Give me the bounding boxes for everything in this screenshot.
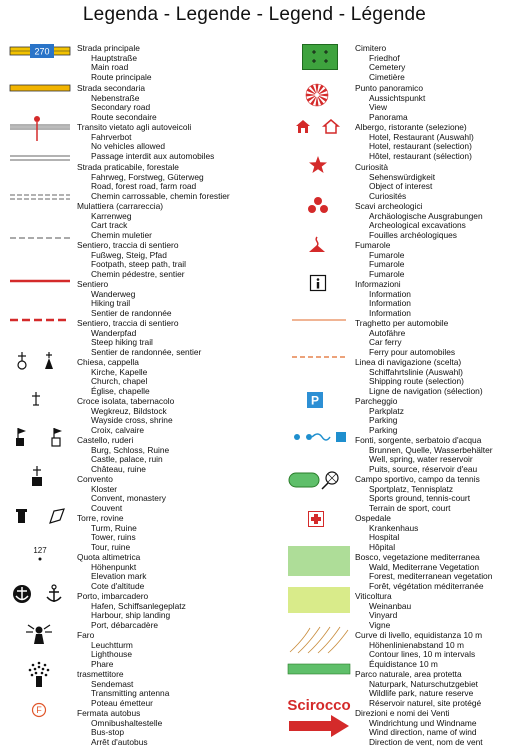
legend-entry-translation: Steep hiking trail — [91, 337, 153, 348]
wayside-cross-icon — [31, 392, 41, 406]
forest-road-symbol — [10, 154, 70, 162]
legend-entry-translation: Cart track — [91, 220, 128, 231]
wind-direction-symbol — [287, 695, 353, 741]
legend-entry-title: Strada principale — [77, 43, 140, 53]
legend-entry-title: Fermata autobus — [77, 708, 141, 718]
hotel-restaurant-icon — [296, 120, 346, 134]
legend-entry-translation: Église, chapelle — [91, 385, 150, 396]
legend-entry-translation: Convent, monastery — [91, 493, 166, 504]
legend-entry-translation: Schiffahrtslinie (Auswahl) — [369, 366, 463, 377]
legend-entry — [77, 280, 252, 318]
legend-entry-translation: Forest, mediterranean vegetation — [369, 571, 493, 582]
convent-icon — [30, 466, 44, 488]
legend-entry-translation: Parkplatz — [369, 405, 404, 416]
legend-entry — [355, 514, 509, 552]
shipping-route-symbol — [292, 355, 346, 359]
fumarole-icon — [308, 236, 326, 254]
legend-entry-title: Linea di navigazione (scelta) — [355, 357, 462, 367]
svg-text:F: F — [36, 705, 42, 716]
legend-entry-translation: Well, spring, water reservoir — [369, 454, 473, 465]
sports-ground-icon — [288, 470, 350, 490]
legend-entry-translation: Windrichtung und Windname — [369, 717, 477, 728]
legend-entry — [77, 592, 252, 630]
legend-entry — [355, 280, 509, 318]
legend-entry — [77, 163, 252, 201]
legend-entry-translation: Wegkreuz, Bildstock — [91, 405, 167, 416]
legend-entry — [355, 631, 509, 669]
legend-entry-translation: Hôtel, restaurant (sélection) — [369, 150, 472, 161]
information-icon — [310, 275, 326, 291]
legend-entry-translation: Cote d'altitude — [91, 580, 145, 591]
legend-entry-translation: Hafen, Schiffsanlegeplatz — [91, 600, 186, 611]
legend-entry-translation: Naturpark, Naturschutzgebiet — [369, 678, 478, 689]
legend-entry — [355, 241, 509, 279]
legend-entry — [77, 84, 252, 122]
steep-trail-symbol — [10, 318, 70, 322]
legend-entry-translation: Fumarole — [369, 249, 405, 260]
harbour-icon — [12, 584, 64, 604]
legend-entry-translation: Cemetery — [369, 62, 406, 73]
legend-entry — [355, 397, 509, 435]
legend-entry — [77, 436, 252, 474]
no-vehicles-symbol — [10, 113, 70, 143]
legend-entry-translation: Fußweg, Steig, Pfad — [91, 249, 167, 260]
legend-entry-title: Punto panoramico — [355, 83, 423, 93]
legend-entry-translation: Chemin muletier — [91, 229, 152, 240]
legend-entry-translation: Hotel, restaurant (selection) — [369, 141, 472, 152]
car-ferry-symbol — [292, 318, 346, 322]
legend-entry — [77, 553, 252, 591]
legend-entry-translation: Poteau émetteur — [91, 697, 153, 708]
legend-entry-translation: Hauptstraße — [91, 52, 138, 63]
legend-entry — [355, 475, 509, 513]
legend-entry-translation: Hospital — [369, 532, 400, 543]
legend-entry-title: Curiosità — [355, 162, 389, 172]
legend-entry — [77, 202, 252, 240]
legend-entry-translation: Transmitting antenna — [91, 688, 170, 699]
legend-entry-translation: Passage interdit aux automobiles — [91, 150, 215, 161]
legend-entry-translation: Sentier de randonnée, sentier — [91, 346, 202, 357]
legend-entry-translation: Équidistance 10 m — [369, 658, 438, 669]
legend-entry-translation: Forêt, végétation méditerranée — [369, 580, 484, 591]
cart-track-symbol — [10, 193, 70, 201]
legend-entry-translation: Cimetière — [369, 71, 405, 82]
legend-entry-translation: Tour, ruine — [91, 541, 131, 552]
legend-entry-translation: Car ferry — [369, 337, 402, 348]
legend-entry-translation: Direction de vent, nom de vent — [369, 736, 483, 747]
footpath-symbol — [10, 236, 70, 240]
legend-entry — [355, 84, 509, 122]
legend-entry-translation: No vehicles allowed — [91, 141, 166, 152]
main-road-symbol — [10, 44, 70, 58]
legend-entry-translation: Wald, Mediterrane Vegetation — [369, 561, 480, 572]
legend-entry-translation: Archeological excavations — [369, 220, 466, 231]
legend-entry-title: Chiesa, cappella — [77, 357, 139, 367]
legend-entry-title: Fonti, sorgente, serbatoio d'acqua — [355, 435, 482, 445]
legend-entry-translation: Höhenlinienabstand 10 m — [369, 639, 464, 650]
legend-entry — [355, 670, 509, 708]
hospital-icon — [308, 511, 324, 527]
legend-entry-title: Strada secondaria — [77, 83, 145, 93]
legend-entry-title: Strada praticabile, forestale — [77, 162, 179, 172]
legend-entry-translation: Arrêt d'autobus — [91, 736, 148, 747]
legend-entry-title: Quota altimetrica — [77, 552, 141, 562]
legend-entry-translation: Route principale — [91, 71, 152, 82]
legend-entry-translation: Turm, Ruine — [91, 522, 137, 533]
legend-entry-title: Albergo, ristorante (selezione) — [355, 122, 467, 132]
legend-entry-translation: Contour lines, 10 m intervals — [369, 649, 476, 660]
legend-entry-translation: Elevation mark — [91, 571, 147, 582]
legend-entry-translation: Secondary road — [91, 102, 151, 113]
legend-entry-translation: Fumarole — [369, 259, 405, 270]
legend-entry-translation: Sports ground, tennis-court — [369, 493, 471, 504]
legend-entry-translation: Kirche, Kapelle — [91, 366, 148, 377]
parking-icon — [307, 392, 323, 408]
legend-entry — [355, 592, 509, 630]
lighthouse-icon — [26, 623, 52, 645]
legend-entry-title: Viticoltura — [355, 591, 392, 601]
legend-entry-title: Faro — [77, 630, 95, 640]
legend-entry-title: Ospedale — [355, 513, 391, 523]
legend-entry — [77, 123, 252, 161]
legend-entry-translation: Aussichtspunkt — [369, 92, 426, 103]
hiking-trail-symbol — [10, 279, 70, 283]
legend-entry-translation: Hôpital — [369, 541, 396, 552]
legend-entry-translation: Hotel, Restaurant (Auswahl) — [369, 131, 474, 142]
legend-entry-title: Sentiero, traccia di sentiero — [77, 318, 179, 328]
legend-entry-title: Scavi archeologici — [355, 201, 423, 211]
legend-entry-translation: Bus-stop — [91, 727, 125, 738]
legend-entry-translation: Lighthouse — [91, 649, 132, 660]
legend-entry-translation: Krankenhaus — [369, 522, 419, 533]
panorama-icon — [305, 83, 329, 107]
legend-entry-translation: Fumarole — [369, 268, 405, 279]
church-icon — [14, 352, 64, 370]
legend-entry-translation: Information — [369, 298, 411, 309]
legend-entry-title: Croce isolata, tabernacolo — [77, 396, 175, 406]
tower-icon — [14, 508, 66, 524]
legend-entry-translation: Port, débarcadère — [91, 619, 159, 630]
page-title: Legenda - Legende - Legend - Légende — [82, 4, 427, 25]
legend-entry-title: Curve di livello, equidistanza 10 m — [355, 630, 483, 640]
legend-entry-translation: Karrenweg — [91, 210, 132, 221]
legend-entry — [355, 319, 509, 357]
legend-entry-translation: Höhenpunkt — [91, 561, 137, 572]
secondary-road-symbol — [10, 84, 70, 92]
legend-entry-translation: Wayside cross, shrine — [91, 415, 173, 426]
legend-entry-translation: Château, ruine — [91, 463, 146, 474]
legend-entry-translation: Wanderpfad — [91, 327, 137, 338]
legend-entry-title: Castello, ruderi — [77, 435, 134, 445]
legend-entry — [355, 163, 509, 201]
legend-entry — [77, 631, 252, 669]
legend-entry-translation: Route secondaire — [91, 111, 157, 122]
contour-lines-symbol — [288, 624, 350, 654]
legend-entry-translation: Wildlife park, nature reserve — [369, 688, 474, 699]
legend-entry-translation: Puits, source, réservoir d'eau — [369, 463, 478, 474]
star-icon — [309, 156, 327, 174]
legend-entry-translation: Omnibushaltestelle — [91, 717, 163, 728]
legend-entry-translation: Chemin pédestre, sentier — [91, 268, 185, 279]
legend-entry-translation: Shipping route (selection) — [369, 376, 464, 387]
legend-entry-translation: Sehenswürdigkeit — [369, 171, 436, 182]
legend-entry-translation: Panorama — [369, 111, 408, 122]
elevation-number: 127 — [33, 546, 47, 555]
legend-entry-translation: Harbour, ship landing — [91, 610, 171, 621]
bus-stop-icon — [31, 702, 47, 718]
legend-entry-translation: Wind direction, name of wind — [369, 727, 477, 738]
legend-entry-translation: Footpath, steep path, trail — [91, 259, 186, 270]
legend-entry — [77, 319, 252, 357]
legend-entry-translation: Hiking trail — [91, 298, 131, 309]
legend-entry-translation: Fahrweg, Forstweg, Güterweg — [91, 171, 204, 182]
cemetery-symbol — [302, 44, 338, 70]
road-number-label: 270 — [34, 46, 50, 57]
legend-entry-title: Bosco, vegetazione mediterranea — [355, 552, 480, 562]
legend-entry-translation: Sportplatz, Tennisplatz — [369, 483, 454, 494]
legend-entry-translation: Wanderweg — [91, 288, 136, 299]
wind-name-label: Scirocco — [287, 697, 351, 714]
legend-entry-translation: Croix, calvaire — [91, 424, 145, 435]
legend-entry-translation: Vinyard — [369, 610, 398, 621]
legend-entry-translation: Information — [369, 288, 411, 299]
legend-entry-title: Porto, imbarcadero — [77, 591, 149, 601]
legend-entry — [77, 475, 252, 513]
legend-entry-translation: Terrain de sport, court — [369, 502, 451, 513]
legend-entry-translation: Fahrverbot — [91, 131, 132, 142]
legend-entry-translation: Archäologische Ausgrabungen — [369, 210, 483, 221]
legend-entry-translation: Ferry pour automobiles — [369, 346, 456, 357]
legend-entry — [355, 44, 509, 82]
legend-entry — [77, 670, 252, 708]
legend-entry — [355, 436, 509, 474]
legend-entry-title: Convento — [77, 474, 113, 484]
legend-entry-title: Traghetto per automobile — [355, 318, 449, 328]
legend-entry-title: Sentiero — [77, 279, 109, 289]
legend-entry-translation: Object of interest — [369, 181, 433, 192]
legend-entry-title: Direzioni e nomi dei Venti — [355, 708, 450, 718]
legend-entry-translation: Church, chapel — [91, 376, 148, 387]
legend-entry-translation: Couvent — [91, 502, 123, 513]
legend-entry-translation: Road, forest road, farm road — [91, 181, 197, 192]
legend-entry-translation: Kloster — [91, 483, 118, 494]
legend-entry-translation: Nebenstraße — [91, 92, 140, 103]
legend-entry-translation: Ligne de navigation (sélection) — [369, 385, 483, 396]
legend-entry — [355, 202, 509, 240]
nature-park-symbol — [288, 664, 350, 674]
elevation-mark-icon — [30, 545, 50, 563]
water-icons — [292, 430, 352, 444]
legend-entry-translation: Phare — [91, 658, 114, 669]
svg-text:P: P — [310, 393, 320, 408]
forest-area-symbol — [288, 546, 350, 576]
legend-entry-translation: Information — [369, 307, 411, 318]
legend-entry-translation: Castle, palace, ruin — [91, 454, 163, 465]
legend-entry — [77, 397, 252, 435]
legend-entry-translation: Fouilles archéologiques — [369, 229, 457, 240]
legend-entry-title: Mulattiera (carrareccia) — [77, 201, 164, 211]
legend-entry-translation: Vigne — [369, 619, 391, 630]
legend-entry-title: Torre, rovine — [77, 513, 124, 523]
legend-entry-translation: View — [369, 102, 388, 113]
legend-entry — [355, 123, 509, 161]
legend-entry-title: Informazioni — [355, 279, 401, 289]
legend-entry — [77, 358, 252, 396]
legend-entry-title: trasmettitore — [77, 669, 124, 679]
legend-entry — [77, 709, 252, 747]
legend-entry-translation: Autofähre — [369, 327, 406, 338]
legend-entry-translation: Weinanbau — [369, 600, 412, 611]
legend-entry-translation: Parking — [369, 424, 398, 435]
legend-entry-translation: Main road — [91, 62, 129, 73]
castle-icon — [14, 428, 66, 448]
legend-entry — [77, 241, 252, 279]
legend-entry-translation: Tower, ruins — [91, 532, 136, 543]
legend-entry-translation: Curiosités — [369, 190, 407, 201]
legend-entry-title: Campo sportivo, campo da tennis — [355, 474, 480, 484]
legend-entry-translation: Sentier de randonnée — [91, 307, 172, 318]
legend-entry-title: Fumarole — [355, 240, 391, 250]
legend-entry — [77, 514, 252, 552]
legend-entry — [355, 358, 509, 396]
legend-entry — [77, 44, 252, 82]
legend-entry — [355, 709, 509, 747]
legend-entry-translation: Burg, Schloss, Ruine — [91, 444, 170, 455]
antenna-icon — [26, 660, 52, 688]
legend-entry-translation: Sendemast — [91, 678, 134, 689]
legend-entry-translation: Brunnen, Quelle, Wasserbehälter — [369, 444, 493, 455]
legend-entry-title: Sentiero, traccia di sentiero — [77, 240, 179, 250]
legend-entry-translation: Chemin carrossable, chemin forestier — [91, 190, 230, 201]
legend-entry — [355, 553, 509, 591]
vineyard-area-symbol — [288, 587, 350, 613]
legend-entry-title: Cimitero — [355, 43, 387, 53]
legend-entry-translation: Réservoir naturel, site protégé — [369, 697, 482, 708]
legend-entry-title: Transito vietato agli autoveicoli — [77, 122, 192, 132]
legend-entry-translation: Leuchtturm — [91, 639, 133, 650]
legend-entry-title: Parco naturale, area protetta — [355, 669, 462, 679]
excavations-icon — [307, 196, 329, 214]
legend-entry-title: Parcheggio — [355, 396, 398, 406]
legend-entry-translation: Friedhof — [369, 52, 400, 63]
legend-entry-translation: Parking — [369, 415, 398, 426]
